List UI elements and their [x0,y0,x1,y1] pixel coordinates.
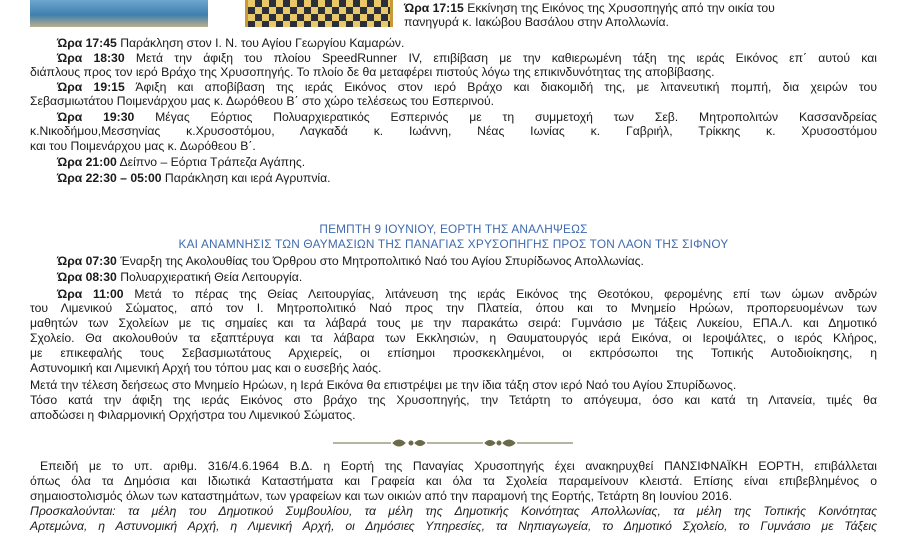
entry-1930-l2: κ.Νικοδήμου,Μεσσηνίας κ.Χρυσοστόμου, Λαγκαδά κ. Ιωάννη, Νέας Ιωνίας κ. Γαβριήλ, Τρίκκης κ. Χρυσοστόμου [30,124,877,138]
sea-photo [30,0,208,27]
after-line2: Τόσο κατά την άφιξη της ιεράς Εικόνος στο βράχο της Χρυσοπηγής, την Τετάρτη το απόγευμα, όσο και κατά τη Λιτανεία, τιμές θα [30,393,877,407]
entry-1100: Ώρα 11:00 Μετά το πέρας της Θείας Λειτουργίας, λιτάνευση της ιεράς Εικόνος της Θεοτόκου, φερομένης επί των ώμων ανδρών [57,287,877,301]
ornament-divider [333,433,573,453]
entry-1100-l4: Σχολείο. Θα ακολουθούν τα εξαπτέρυγα και τα λάβαρα των Εκκλησιών, η Θαυματουργός ιερά Εικόνα, οι Ιεροψάλτες, ο ιερός Κλήρος, [30,331,877,345]
notice-line2: όπως όλα τα Δημόσια και Ιδιωτικά Καταστήματα και Γραφεία και όλα τα Σχολεία παραμείνουν κλειστά. Επίσης είναι επιβεβλημένος ο [30,474,877,488]
entry-0730: Ώρα 07:30 Έναρξη της Ακολουθίας του Όρθρου στο Μητροπολιτικό Ναό του Αγίου Σπυρίδωνος Απολλωνίας. [57,254,644,268]
entry-1100-l6: Αστυνομική και Λιμενική Αρχή του τόπου μας και ο ευσεβής λαός. [30,361,382,375]
entry-1100-l5: με επικεφαλής τους Σεβασμιωτάτους Αρχιερείς, οι επίσημοι προσκεκλημένοι, οι εκπρόσωποι της Τοπικής Αυτοδιοίκησης, η [30,346,877,360]
notice-line3: σημαιοστολισμός όλων των καταστημάτων, των γραφείων και των οικιών από την παραμονή της Εορτής, Τετάρτη 8η Ιουνίου 2016. [30,489,733,503]
notice-line4: Προσκαλούνται: τα μέλη του Δημοτικού Συμβουλίου, τα μέλη της Δημοτικής Κοινότητας Απολλωνίας, τα μέλη της Τοπικής Κοινότητας [30,504,877,518]
section-title-line1: ΠΕΜΠΤΗ 9 ΙΟΥΝΙΟΥ, ΕΟΡΤΗ ΤΗΣ ΑΝΑΛΗΨΕΩΣ [319,222,588,236]
entry-1915-l2: Σεβασμιωτάτου Ποιμενάρχου μας κ. Δωρόθεου Β΄ στο χώρο τελέσεως του Εσπερινού. [30,94,495,108]
entry-1100-l3: μαθητών των Σχολείων με τις σημαίες και τα λάβαρά τους με την παρακάτω σειρά: Γυμνάσιο με Τάξεις Λυκείου, ΕΠΑ.Λ. και Δημοτικό [30,316,877,330]
after-line3: αποδώσει η Φιλαρμονική Ορχήστρα του Λιμενικού Σώματος. [30,408,356,422]
entry-1715: Ώρα 17:15 Εκκίνηση της Εικόνος της Χρυσοπηγής από την οικία του [404,1,775,15]
entry-0830: Ώρα 08:30 Πολυαρχιερατική Θεία Λειτουργία. [57,270,303,284]
entry-1715-cont: πανηγυρά κ. Ιακώβου Βασάλου στην Απολλωνία. [404,15,669,29]
notice-line5: Αρτεμώνα, η Αστυνομική Αρχή, η Λιμενική Αρχή, οι Δημόσιες Υπηρεσίες, τα Νηπιαγωγεία, το Δημοτικό Σχολείο, το Γυμνάσιο με Τάξεις [30,519,877,533]
after-line1: Μετά την τέλεση δεήσεως στο Μνημείο Ηρώων, η Ιερά Εικόνα θα επιστρέψει με την ίδια τάξη στον ιερό Ναό του Αγίου Σπυρίδωνος. [30,378,737,392]
entry-1100-l2: του Λιμενικού Σώματος, από τον Ι. Μητροπολιτικό Ναό προς την Πλατεία, όπου και το Μνημείο Ηρώων, προπορευομένων των [30,301,877,315]
entry-2100: Ώρα 21:00 Δείπνο – Εόρτια Τράπεζα Αγάπης. [57,155,306,169]
entry-1830-l2: διάπλους προς τον ιερό Βράχο της Χρυσοπηγής. Το πλοίο δε θα μεταφέρει πιστούς λόγω της επικινδυνότητας της αποβίβασης. [30,65,715,79]
entry-1915: Ώρα 19:15 Άφιξη και αποβίβαση της ιεράς Εικόνος στον ιερό Βράχο και διακομιδή της, με λιτανευτική πομπή, δια χειρών του [57,80,877,94]
entry-1930-l3: και του Ποιμενάρχου μας κ. Δωρόθεου Β΄. [30,139,256,153]
entry-2230: Ώρα 22:30 – 05:00 Παράκληση και ιερά Αγρυπνία. [57,171,331,185]
entry-1930: Ώρα 19:30 Μέγας Εόρτιος Πολυαρχιερατικός Εσπερινός με τη συμμετοχή των Σεβ. Μητροπολιτών Κασσανδρείας [57,110,877,124]
icon-photo [245,0,393,27]
entry-1830: Ώρα 18:30 Μετά την άφιξη του πλοίου SpeedRunner IV, επιβίβαση με την καθιερωμένη τάξη της ιεράς Εικόνος επ΄ αυτού και [57,51,877,65]
section-title-line2: ΚΑΙ ΑΝΑΜΝΗΣΙΣ ΤΩΝ ΘΑΥΜΑΣΙΩΝ ΤΗΣ ΠΑΝΑΓΙΑΣ ΧΡΥΣΟΠΗΓΗΣ ΠΡΟΣ ΤΟΝ ΛΑΟΝ ΤΗΣ ΣΙΦΝΟΥ [178,237,729,251]
entry-1745: Ώρα 17:45 Παράκληση στον Ι. Ν. του Αγίου Γεωργίου Καμαρών. [57,36,405,50]
notice-line1: Επειδή με το υπ. αριθμ. 316/4.6.1964 Β.Δ. η Εορτή της Παναγίας Χρυσοπηγής έχει ανακηρυχθεί ΠΑΝΣΙΦΝΑΪΚΗ ΕΟΡΤΗ, επιβάλλεται [40,459,877,473]
